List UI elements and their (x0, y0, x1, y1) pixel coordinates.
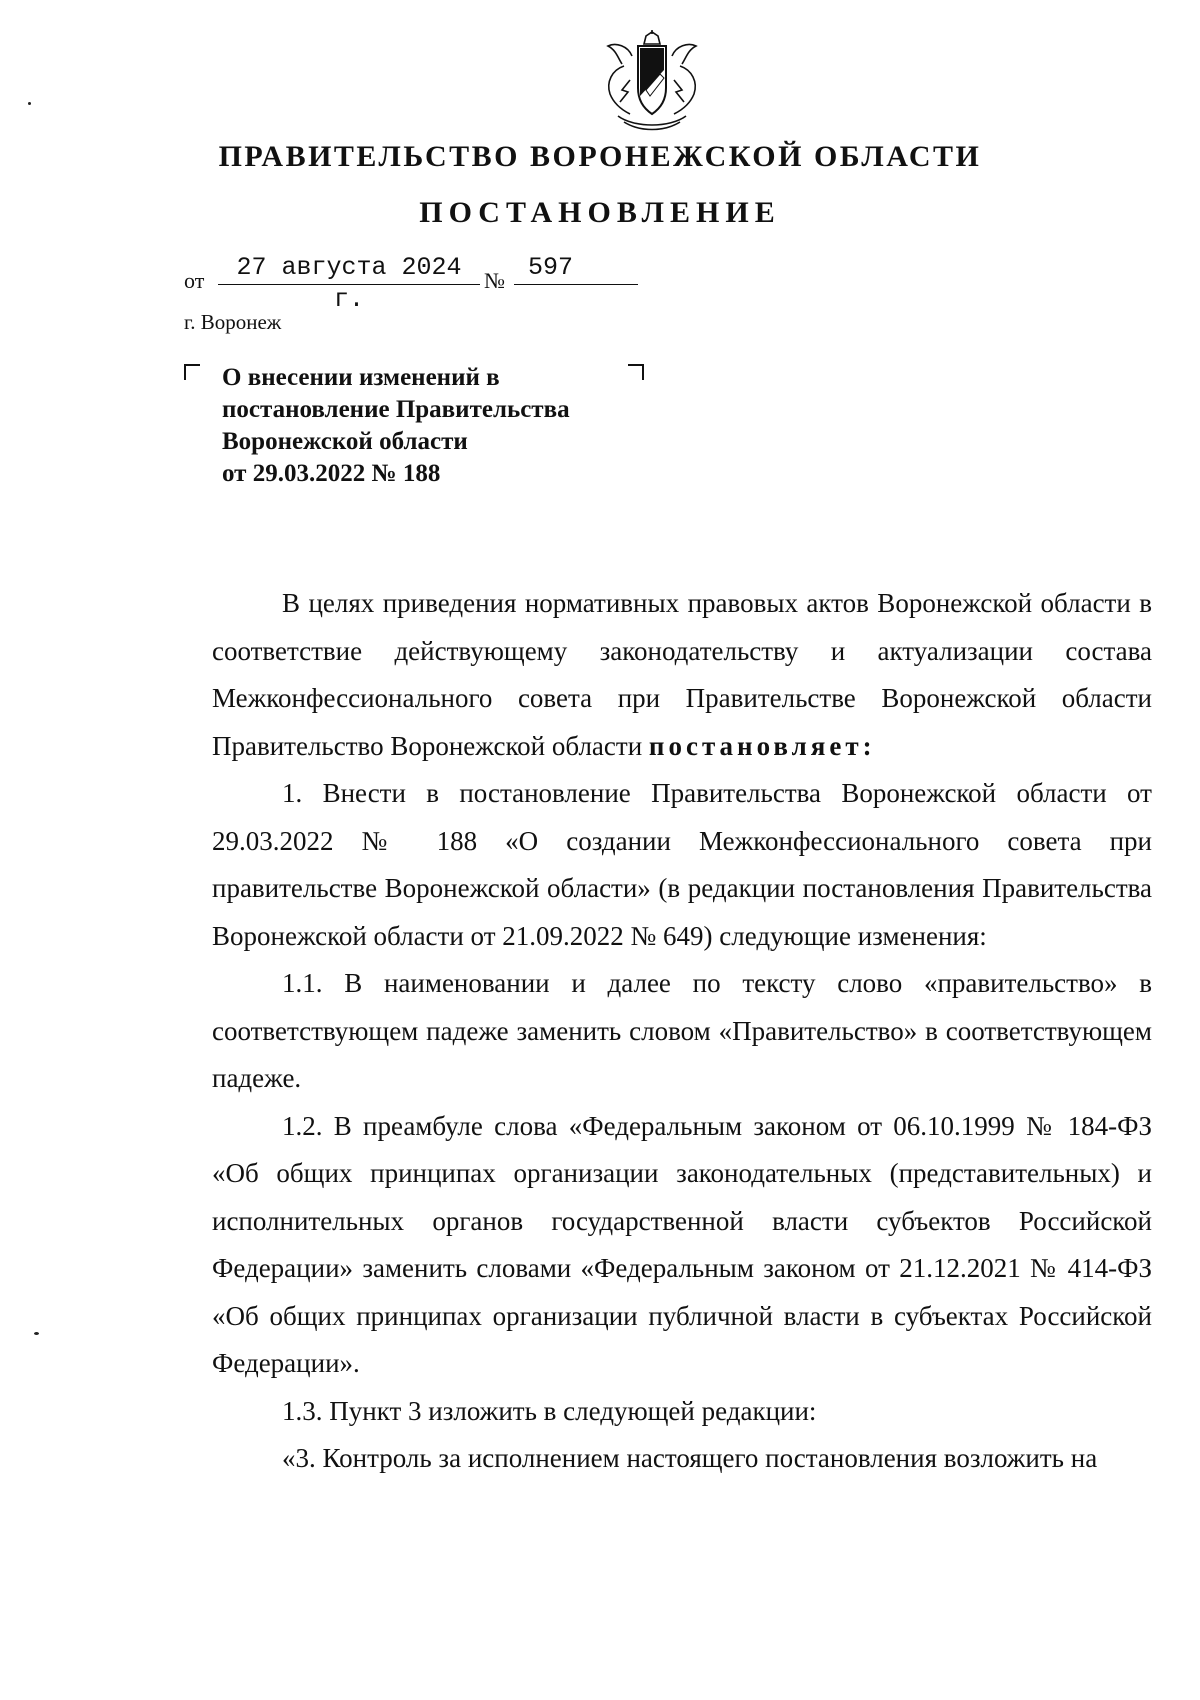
paragraph-1-3: 1.3. Пункт 3 изложить в следующей редакции: (282, 1395, 817, 1426)
paragraph-1-2: 1.2. В преамбуле слова «Федеральным законом от 06.10.1999 № 184-ФЗ «Об общих принципах организации законодательных (представительных) и исполнительных органов государственной власти субъектов Российской Федерации» заменить словами «Федеральным законом от 21.12.2021 № 414-ФЗ «Об общих принципах организации публичной власти в субъектах Российской Федерации». (212, 1110, 1152, 1378)
subject-line: Воронежской области (222, 428, 468, 455)
document-body (212, 580, 1152, 1483)
preamble-paragraph (212, 580, 1152, 770)
date-prefix: от (184, 268, 205, 293)
voronezh-coat-of-arms-icon (594, 30, 710, 134)
paragraph-3-start: «3. Контроль за исполнением настоящего постановления возложить на (282, 1443, 1098, 1473)
document-subject (222, 362, 642, 490)
scan-speck (28, 102, 31, 105)
document-number: 597 (514, 252, 638, 285)
preamble-text: В целях приведения нормативных правовых актов Воронежской области в соответствие действующему законодательству и актуализации состава Межконфессионального совета при Правительстве Воронежской области Правительство Воронежской области (212, 588, 1152, 761)
document-date: 27 августа 2024 г. (218, 252, 480, 285)
scan-speck (34, 1332, 39, 1335)
subject-corner-mark-left (184, 364, 200, 380)
government-title: ПРАВИТЕЛЬСТВО ВОРОНЕЖСКОЙ ОБЛАСТИ (218, 140, 982, 173)
city: г. Воронеж (184, 310, 282, 334)
document-type: ПОСТАНОВЛЕНИЕ (419, 196, 781, 229)
subject-line: от 29.03.2022 № 188 (222, 460, 441, 487)
paragraph-1: 1. Внести в постановление Правительства Воронежской области от 29.03.2022 № 188 «О создании Межконфессионального совета при правительстве Воронежской области» (в редакции постановления Правительства Воронежской области от 21.09.2022 № 649) следующие изменения: (212, 778, 1152, 951)
number-prefix: № (484, 268, 505, 293)
paragraph-1-1: 1.1. В наименовании и далее по тексту слово «правительство» в соответствующем падеже заменить словом «Правительство» в соответствующем падеже. (212, 968, 1152, 1093)
subject-line: постановление Правительства (222, 396, 570, 423)
date-number-line (184, 252, 684, 314)
subject-line: О внесении изменений в (222, 364, 500, 391)
resolves-word: постановляет: (648, 730, 876, 761)
